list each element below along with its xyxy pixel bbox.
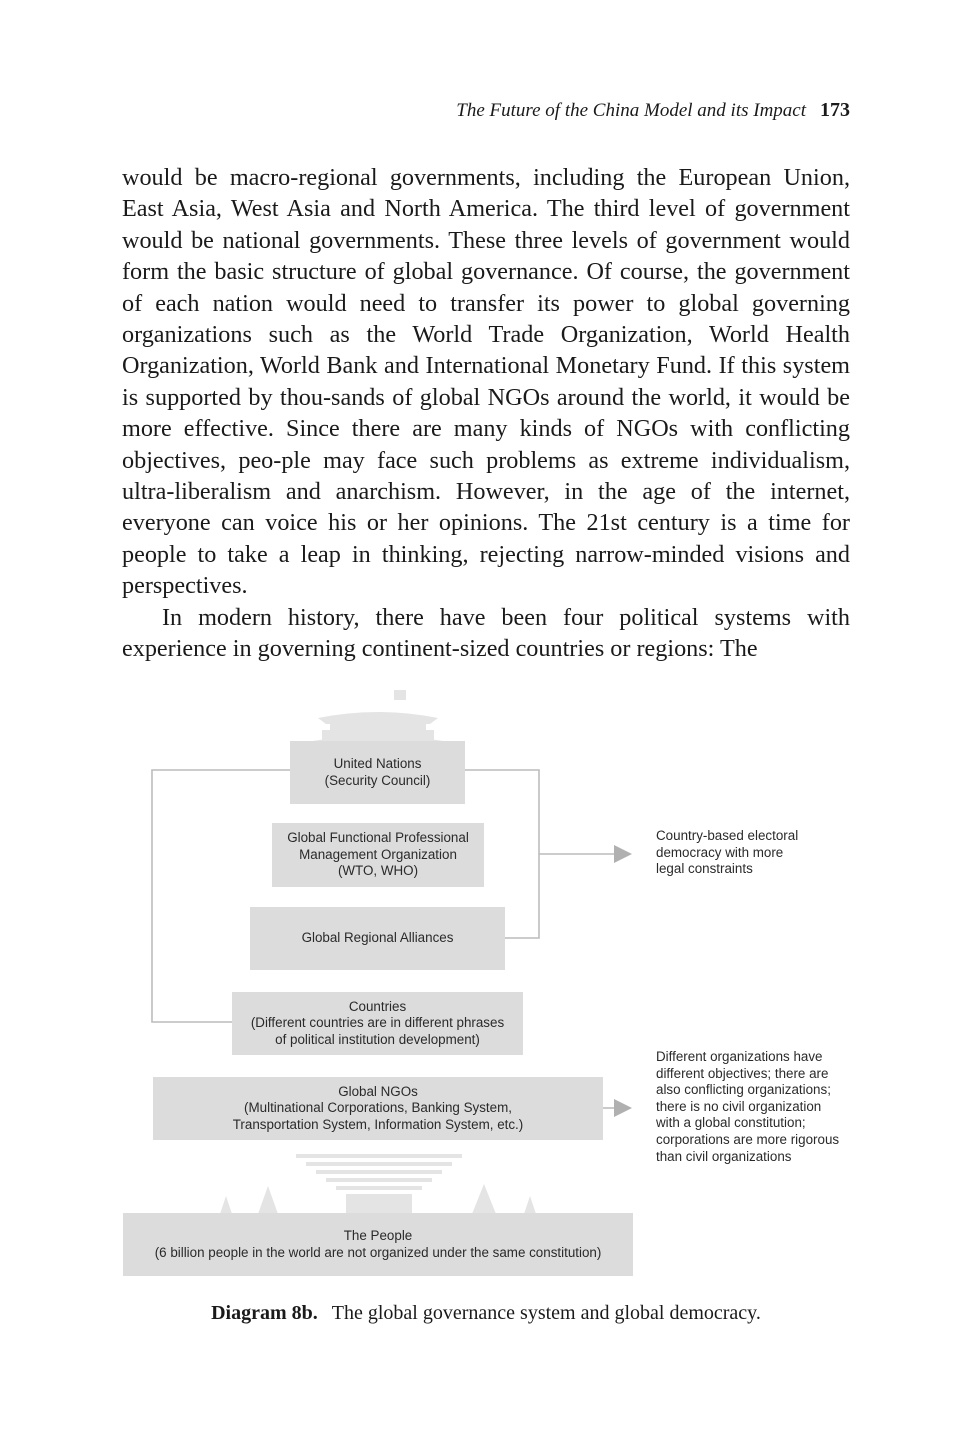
arrow-icon [614, 845, 632, 1117]
paragraph: would be macro-regional governments, including the European Union, East Asia, West Asia and North America. The third level of government would be national governments. These three levels of government would form the basic structure of global governance. Of course, the government of each nation would need to transfer its power to global governing organizations such as the World Trade Organization, World Health Organization, World Bank and International Monetary Fund. If this system is supported by thou-sands of global NGOs around the world, it would be more effective. Since there are many kinds of NGOs with conflicting objectives, peo-ple may face such problems as extreme individualism, ultra-liberalism and anarchism. However, in the age of the internet, everyone can voice his or her opinions. The 21st century is a time for people to take a leap in thinking, rejecting narrow-minded visions and perspectives. [122, 164, 850, 600]
body-text [122, 162, 850, 665]
temple-silhouette-icon [306, 690, 450, 748]
un-box: United Nations (Security Council) [290, 741, 465, 804]
functional-org-box: Global Functional Professional Management Organization (WTO, WHO) [272, 823, 484, 887]
diagram-graphics [0, 680, 972, 1300]
regional-alliances-box: Global Regional Alliances [250, 907, 505, 970]
caption-text: The global governance system and global democracy. [331, 1302, 761, 1324]
governance-diagram [0, 680, 972, 1300]
running-header [122, 96, 850, 125]
page-number: 173 [820, 99, 850, 121]
global-ngos-box: Global NGOs (Multinational Corporations, Banking System, Transportation System, Information System, etc.) [153, 1077, 603, 1140]
figure-caption [0, 1300, 972, 1326]
note-electoral-democracy: Country-based electoral democracy with more legal constraints [656, 828, 799, 877]
caption-label: Diagram 8b. [211, 1302, 318, 1324]
paragraph: In modern history, there have been four political systems with experience in governing continent-sized countries or regions: The [122, 603, 850, 663]
countries-box: Countries (Different countries are in different phrases of political institution development) [232, 992, 523, 1055]
pavilion-silhouette-icon [296, 1154, 462, 1214]
people-box: The People (6 billion people in the world are not organized under the same constitution) [123, 1213, 633, 1276]
note-organizations: Different organizations have different objectives; there are also conflicting organizations; there is no civil organization with a global constitution; corporations are more rigorous than civil organizations [656, 1049, 840, 1164]
running-title: The Future of the China Model and its Impact [456, 100, 806, 121]
